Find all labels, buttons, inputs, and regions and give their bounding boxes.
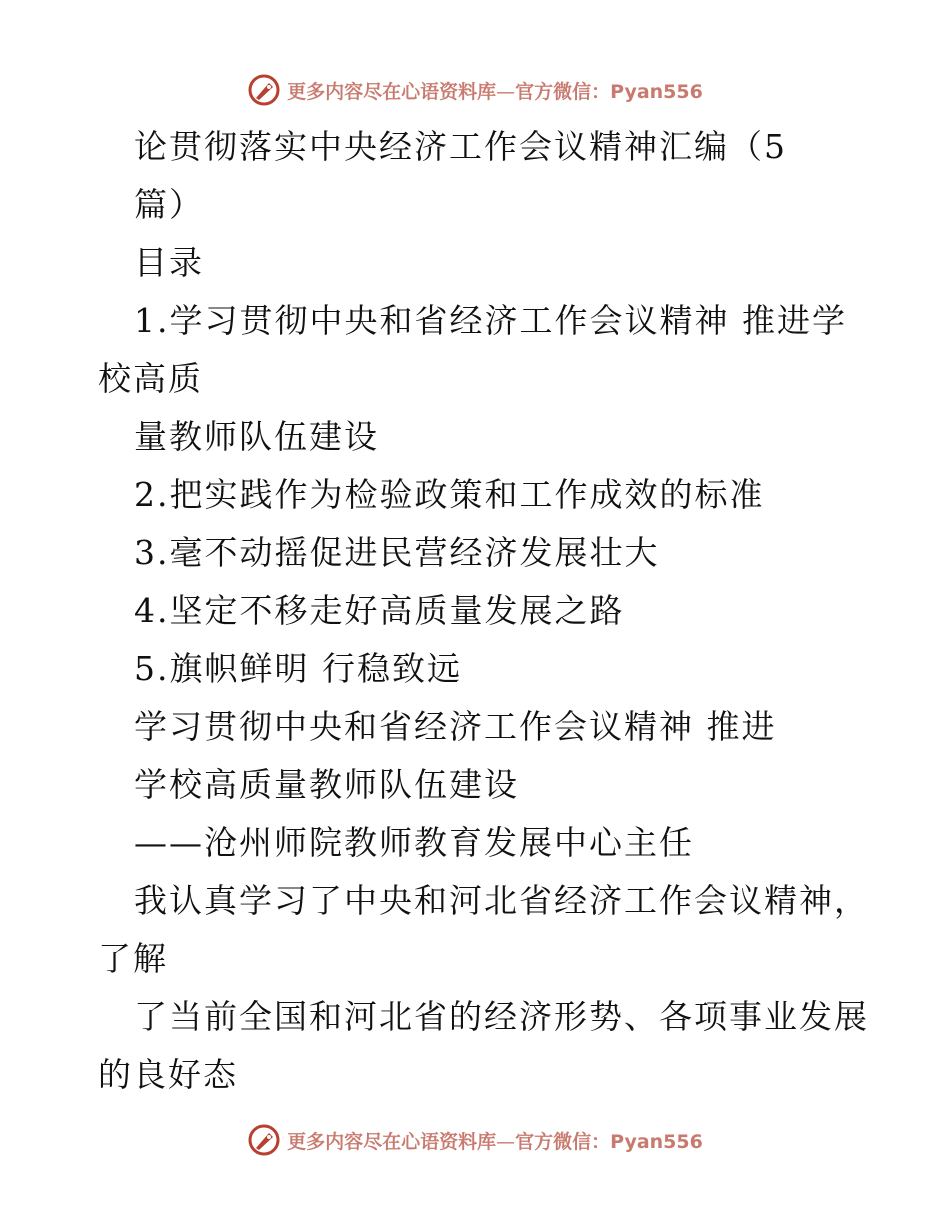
- pen-nib-logo-icon: [247, 1123, 281, 1157]
- paragraph-line-4: 的良好态: [98, 1055, 238, 1094]
- toc-item-3: 3.毫不动摇促进民营经济发展壮大: [134, 533, 660, 572]
- article-author: ——沧州师院教师教育发展中心主任: [134, 823, 694, 862]
- article-title-line-2: 学校高质量教师队伍建设: [134, 765, 519, 804]
- toc-item-1-line-1: 1.学习贯彻中央和省经济工作会议精神 推进学: [134, 301, 847, 340]
- doc-title-line-1: 论贯彻落实中央经济工作会议精神汇编（5: [134, 127, 787, 166]
- paragraph-line-1: 我认真学习了中央和河北省经济工作会议精神，: [134, 881, 869, 920]
- toc-item-1-line-2: 校高质: [98, 359, 203, 398]
- paragraph-line-3: 了当前全国和河北省的经济形势、各项事业发展: [134, 997, 869, 1036]
- watermark-text: 更多内容尽在心语资料库—官方微信：Pyan556: [287, 1130, 703, 1153]
- toc-item-1-line-3: 量教师队伍建设: [134, 417, 379, 456]
- watermark-header: [0, 70, 950, 110]
- watermark-footer: [0, 1120, 950, 1160]
- paragraph-line-2: 了解: [98, 939, 168, 978]
- pen-nib-logo-icon: [247, 73, 281, 107]
- article-title-line-1: 学习贯彻中央和省经济工作会议精神 推进: [134, 707, 777, 746]
- watermark-text: 更多内容尽在心语资料库—官方微信：Pyan556: [287, 80, 703, 103]
- toc-heading: 目录: [134, 243, 204, 282]
- toc-item-5: 5.旗帜鲜明 行稳致远: [134, 649, 462, 688]
- toc-item-2: 2.把实践作为检验政策和工作成效的标准: [134, 475, 765, 514]
- doc-title-line-2: 篇）: [134, 185, 204, 224]
- toc-item-4: 4.坚定不移走好高质量发展之路: [134, 591, 625, 630]
